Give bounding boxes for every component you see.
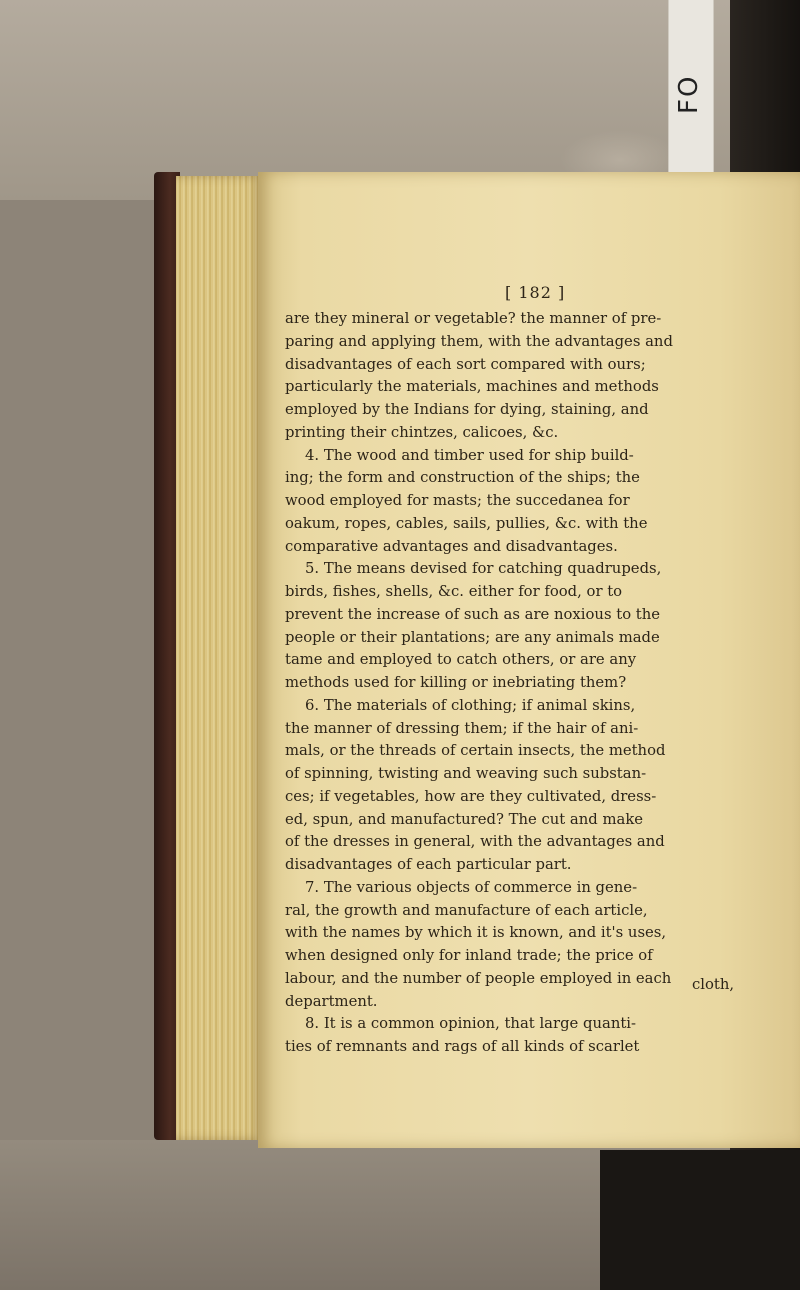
text-line: mals, or the threads of certain insects, the method xyxy=(285,742,666,760)
text-line: of the dresses in general, with the advantages and xyxy=(285,833,665,851)
text-line: ed, spun, and manufactured? The cut and make xyxy=(285,810,644,828)
page-number: [ 182 ] xyxy=(505,283,566,302)
text-line: wood employed for masts; the succedanea for xyxy=(285,492,630,509)
text-line: when designed only for inland trade; the price of xyxy=(285,947,653,964)
text-line: are they mineral or vegetable? the manner of pre- xyxy=(285,310,662,327)
text-line: disadvantages of each sort compared with ours; xyxy=(285,355,646,373)
text-line: disadvantages of each particular part. xyxy=(285,856,572,873)
text-line: paring and applying them, with the advantages and xyxy=(285,332,673,350)
text-line: particularly the materials, machines and methods xyxy=(285,378,659,396)
text-line: methods used for killing or inebriating them? xyxy=(285,674,627,691)
text-line: with the names by which it is known, and it's uses, xyxy=(285,924,667,942)
text-line: 4. The wood and timber used for ship build- xyxy=(305,446,634,464)
text-line: department. xyxy=(285,992,378,1010)
text-line: printing their chintzes, calicoes, &c. xyxy=(285,423,559,441)
call-number-label: FO xyxy=(674,74,704,114)
text-line: 5. The means devised for catching quadrupeds, xyxy=(305,560,662,578)
text-line: 6. The materials of clothing; if animal skins, xyxy=(305,696,636,714)
text-line: employed by the Indians for dying, staining, and xyxy=(285,401,649,418)
dark-background-bottom xyxy=(600,1150,800,1290)
text-line: ties of remnants and rags of all kinds of scarlet xyxy=(285,1038,640,1055)
text-line: tame and employed to catch others, or are any xyxy=(285,651,637,669)
text-line: of spinning, twisting and weaving such substan- xyxy=(285,765,647,782)
text-line: prevent the increase of such as are noxious to the xyxy=(285,605,661,623)
text-line: 7. The various objects of commerce in gene- xyxy=(305,878,638,896)
text-line: 8. It is a common opinion, that large quanti- xyxy=(305,1015,637,1033)
text-line: labour, and the number of people employed in each xyxy=(285,969,672,987)
text-line: birds, fishes, shells, &c. either for food, or to xyxy=(285,583,623,600)
text-line: ing; the form and construction of the ships; the xyxy=(285,469,640,487)
catchword: cloth, xyxy=(692,976,735,993)
text-line: people or their plantations; are any animals made xyxy=(285,628,660,646)
text-line: ral, the growth and manufacture of each article, xyxy=(285,901,648,919)
text-line: ces; if vegetables, how are they cultivated, dress- xyxy=(285,787,657,805)
page-edges xyxy=(176,176,262,1140)
text-line: the manner of dressing them; if the hair of ani- xyxy=(285,719,639,737)
text-line: comparative advantages and disadvantages. xyxy=(285,537,618,555)
text-line: oakum, ropes, cables, sails, pullies, &c. with the xyxy=(285,514,648,532)
